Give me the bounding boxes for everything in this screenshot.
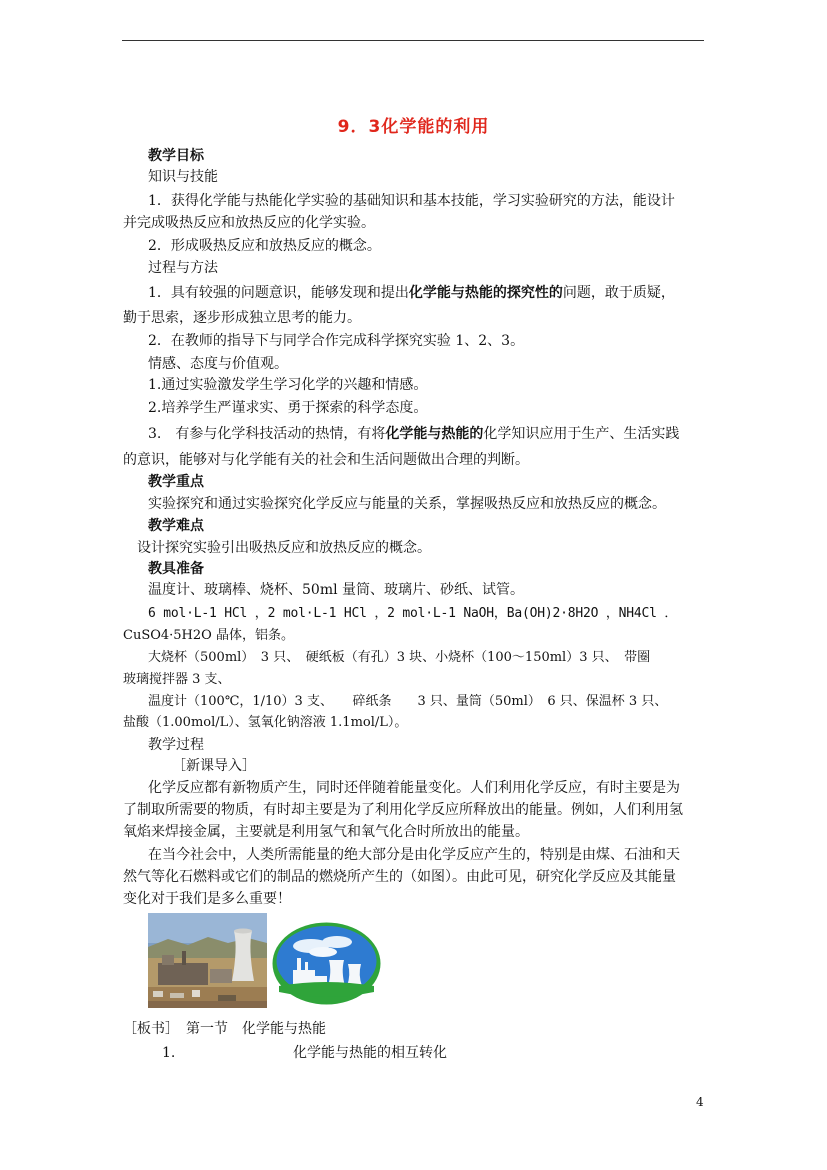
- intro-tag: ［新课导入］: [172, 758, 256, 774]
- knowledge-item-1b: 并完成吸热反应和放热反应的化学实验。: [123, 215, 375, 231]
- power-plant-photo: [148, 913, 267, 1008]
- materials-line-4: 大烧杯（500ml） 3 只、 硬纸板（有孔）3 块、小烧杯（100～150ml）3 只、 带圈: [148, 650, 651, 665]
- difficulties-heading: 教学难点: [148, 518, 204, 534]
- teaching-process-heading: 教学过程: [148, 737, 204, 753]
- process-item-2: 2．在教师的指导下与同学合作完成科学探究实验 1、2、3。: [148, 333, 525, 349]
- knowledge-item-1a: 1．获得化学能与热能化学实验的基础知识和基本技能，学习实验研究的方法，能设计: [148, 193, 675, 209]
- emotion-item-3a-bold: 化学能与热能的: [385, 426, 484, 442]
- intro-para-1a: 化学反应都有新物质产生，同时还伴随着能量变化。人们利用化学反应，有时主要是为: [148, 780, 680, 796]
- materials-line-1: 温度计、玻璃棒、烧杯、50ml 量筒、玻璃片、砂纸、试管。: [148, 582, 525, 598]
- objectives-heading: 教学目标: [148, 148, 204, 164]
- emotion-item-3a-post: 化学知识应用于生产、生活实践: [483, 426, 680, 442]
- difficulties-text: 设计探究实验引出吸热反应和放热反应的概念。: [137, 540, 431, 556]
- key-points-text: 实验探究和通过实验探究化学反应与能量的关系，掌握吸热反应和放热反应的概念。: [148, 496, 666, 512]
- emotion-item-3b: 的意识，能够对与化学能有关的社会和生活问题做出合理的判断。: [123, 452, 529, 468]
- key-points-heading: 教学重点: [148, 474, 204, 490]
- materials-line-2: 6 mol·L-1 HCl ，2 mol·L-1 HCl ，2 mol·L-1 NaOH，Ba(OH)2·8H2O ，NH4Cl ．: [148, 606, 678, 621]
- intro-para-1b: 了制取所需要的物质，有时却主要是为了利用化学反应所释放出的能量。例如，人们利用氢: [123, 802, 683, 818]
- process-item-1a: [148, 283, 675, 303]
- intro-para-2c: 变化对于我们是多么重要！: [123, 891, 291, 907]
- materials-line-7: 盐酸（1.00mol/L）、氢氧化钠溶液 1.1mol/L）。: [123, 715, 408, 730]
- board-line-1: ［板书］ 第一节 化学能与热能: [123, 1021, 326, 1037]
- materials-line-6: 温度计（100℃，1/10）3 支、 碎纸条 3 只、量筒（50ml） 6 只、保温杯 3 只、: [148, 694, 668, 709]
- materials-heading: 教具准备: [148, 561, 204, 577]
- page-title: 9．3化学能的利用: [337, 117, 490, 137]
- board-line-2-text: 化学能与热能的相互转化: [293, 1045, 447, 1061]
- process-method-heading: 过程与方法: [148, 260, 218, 276]
- process-item-1a-post: 问题，敢于质疑，: [562, 285, 675, 301]
- intro-para-2b: 然气等化石燃料或它们的制品的燃烧所产生的（如图）。由此可见，研究化学反应及其能量: [123, 869, 676, 885]
- intro-para-1c: 氧焰来焊接金属，主要就是利用氢气和氧气化合时所放出的能量。: [123, 824, 529, 840]
- emotion-item-1: 1.通过实验激发学生学习化学的兴趣和情感。: [148, 377, 428, 393]
- emotion-item-3a-pre: 3. 有参与化学科技活动的热情，有将: [148, 426, 386, 442]
- header-rule: [122, 40, 704, 41]
- materials-line-5: 玻璃搅拌器 3 支、: [123, 672, 231, 687]
- process-item-1a-pre: 1．具有较强的问题意识，能够发现和提出: [148, 285, 409, 301]
- emotion-item-3a: [148, 424, 679, 444]
- knowledge-item-2: 2．形成吸热反应和放热反应的概念。: [148, 238, 381, 254]
- intro-para-2a: 在当今社会中，人类所需能量的绝大部分是由化学反应产生的，特别是由煤、石油和天: [148, 847, 680, 863]
- materials-line-3: CuSO4·5H2O 晶体，铝条。: [123, 628, 294, 643]
- knowledge-heading: 知识与技能: [148, 169, 218, 185]
- emotion-item-2: 2.培养学生严谨求实、勇于探索的科学态度。: [148, 400, 428, 416]
- emotion-heading: 情感、态度与价值观。: [148, 356, 288, 372]
- page-number: 4: [696, 1095, 704, 1109]
- power-station-illustration: [271, 920, 382, 1007]
- process-item-1b: 勤于思索，逐步形成独立思考的能力。: [123, 310, 361, 326]
- board-line-2-number: 1.: [162, 1045, 176, 1061]
- process-item-1a-bold: 化学能与热能的探究性的: [408, 285, 563, 301]
